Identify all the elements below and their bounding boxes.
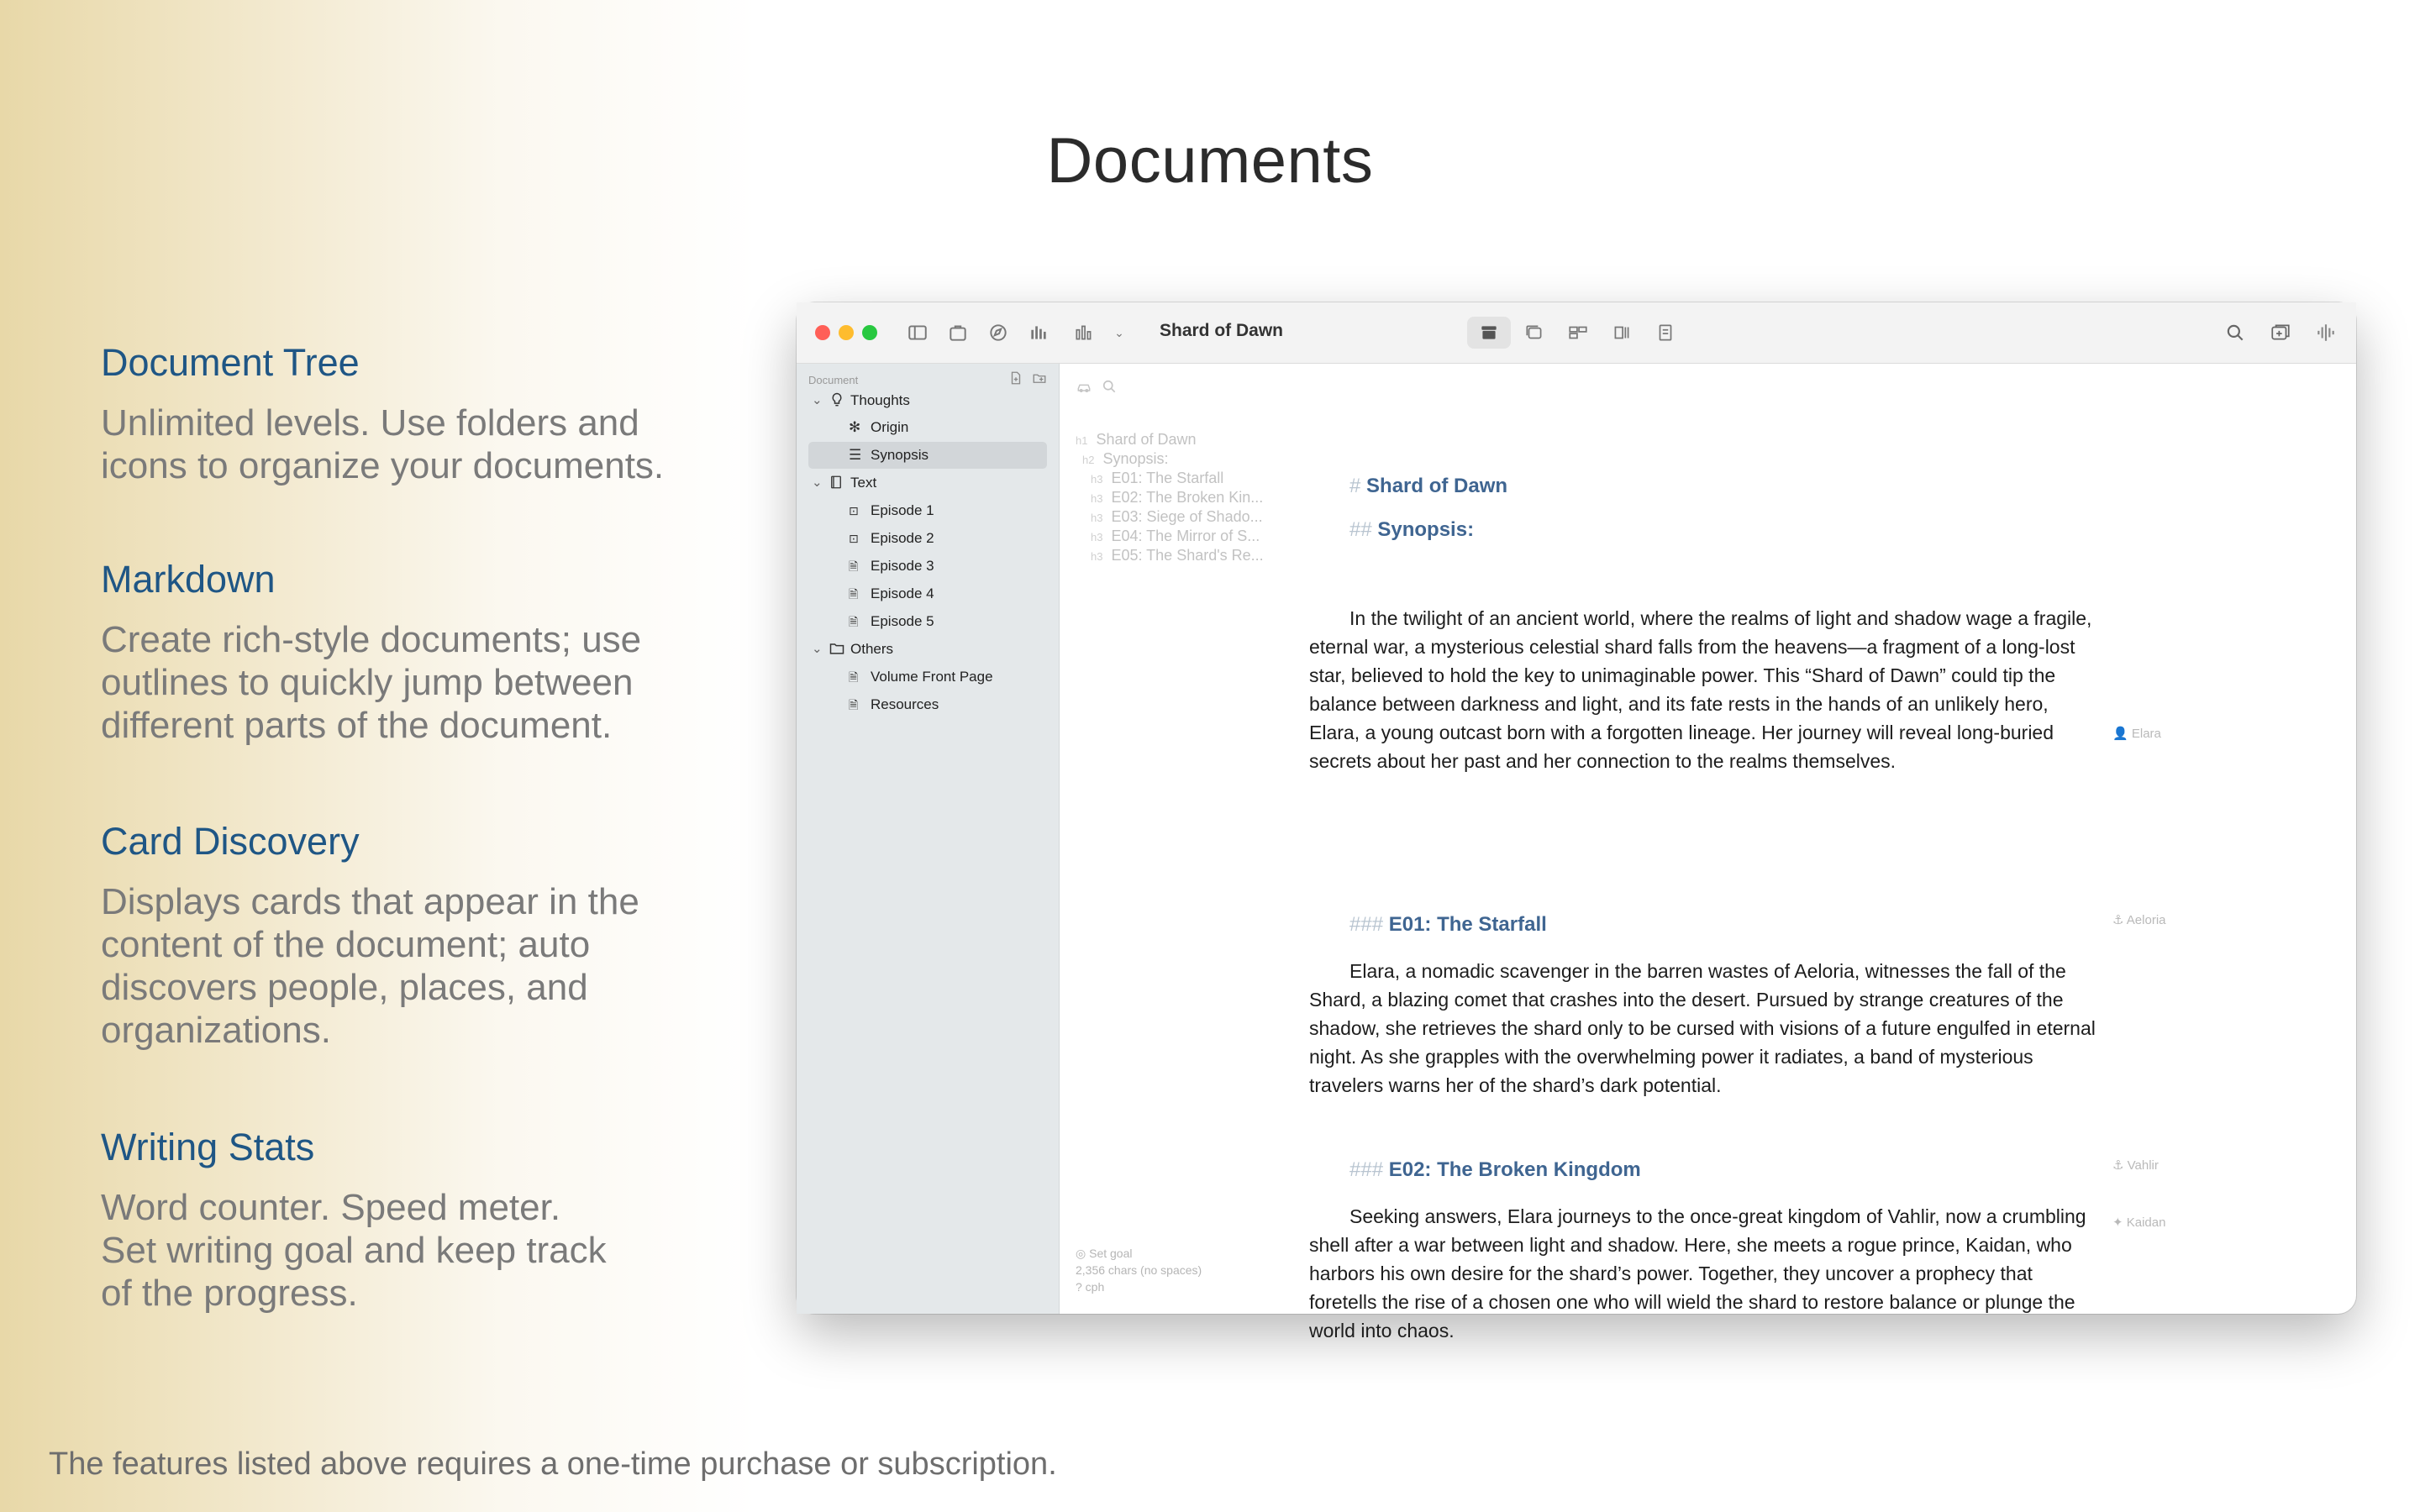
doc-icon: 🗎 [849,559,859,573]
feature-description: Word counter. Speed meter. Set writing goal and keep track of the progress. [101,1187,607,1314]
feature-markdown [101,558,739,747]
outline-item[interactable]: h3 E01: The Starfall [1091,470,1224,486]
boards-icon[interactable] [1565,319,1591,346]
car-icon[interactable] [1074,375,1094,396]
outline-item[interactable]: h3 E02: The Broken Kin... [1091,489,1264,506]
sidebar-icon[interactable] [904,319,931,346]
doc-icon: 🗎 [849,615,859,628]
feature-title: Markdown [101,558,276,601]
window-title: Shard of Dawn [1160,321,1284,340]
feature-document-tree [101,341,739,487]
sidebar-item-episode-2[interactable] [797,525,1059,552]
bag-icon[interactable] [944,319,971,346]
anchor-icon: ⚓ [2112,913,2124,927]
feature-title: Document Tree [101,341,360,384]
doc-icon: 🗎 [849,587,859,601]
lines-icon: ☰ [849,447,862,463]
sidebar-item-origin[interactable] [797,414,1059,441]
sidebar-item-label: Episode 3 [871,558,934,574]
card-tag-elara[interactable]: 👤 Elara [2112,727,2161,741]
waveform-icon[interactable] [2312,319,2339,346]
sidebar-item-label: Origin [871,419,909,435]
chevron-down-icon[interactable]: ⌄ [1114,326,1124,339]
anchor-icon: ⚓ [2112,1158,2124,1173]
char-count: 2,356 chars (no spaces) [1076,1263,1202,1277]
doc-icon: 🗎 [849,698,859,711]
add-window-icon[interactable] [2267,319,2294,346]
bar-chart-icon[interactable] [1025,319,1052,346]
feature-title: Writing Stats [101,1126,315,1168]
sidebar-item-label: Volume Front Page [871,669,993,685]
cards-icon[interactable] [1521,319,1548,346]
document-sidebar [797,364,1060,1314]
sidebar-item-label: Resources [871,696,939,712]
split-icon[interactable] [1608,319,1635,346]
outline-panel [1059,364,1302,1314]
person-icon: 👤 [2112,727,2128,741]
page-title: Documents [1046,125,1374,197]
book-icon [829,470,844,499]
outline-item[interactable]: h2 Synopsis: [1082,450,1169,467]
sidebar-header: Document [808,374,859,386]
set-goal-button[interactable]: ◎ Set goal [1076,1247,1133,1260]
sidebar-item-resources[interactable] [797,691,1059,718]
sidebar-item-episode-1[interactable] [797,497,1059,524]
sidebar-item-label: Episode 1 [871,502,934,518]
chevron-down-icon[interactable]: ⌄ [812,475,823,490]
chevron-down-icon[interactable]: ⌄ [812,393,823,407]
num2-icon: ⊡ [849,532,859,545]
titlebar [797,302,2356,364]
outline-search-icon[interactable] [1099,375,1119,396]
archive-icon[interactable] [1467,317,1511,349]
sparkle-icon: ✦ [2112,1215,2123,1230]
sidebar-item-synopsis[interactable] [797,442,1059,469]
heading-3: ### E02: The Broken Kingdom [1349,1158,1641,1181]
feature-title: Card Discovery [101,820,360,863]
sidebar-item-episode-5[interactable] [797,608,1059,635]
outline-item[interactable]: h3 E04: The Mirror of S... [1091,528,1260,544]
new-document-icon[interactable] [1007,370,1025,389]
sidebar-item-label: Thoughts [850,392,910,408]
heading-2: ## Synopsis: [1349,518,1475,541]
heading-1: # Shard of Dawn [1349,475,1508,497]
sidebar-item-label: Text [850,475,877,491]
folder-icon [829,636,845,666]
sidebar-item-label: Synopsis [871,447,929,463]
heading-3: ### E01: The Starfall [1349,913,1547,936]
sidebar-item-thoughts[interactable] [797,387,1059,414]
doc-icon: 🗎 [849,670,859,684]
feature-description: Create rich-style documents; use outlines to quickly jump between different parts of the document. [101,619,642,746]
sidebar-item-episode-3[interactable] [797,553,1059,580]
chart-outline-icon[interactable] [1071,319,1097,346]
paragraph: In the twilight of an ancient world, where the realms of light and shadow wage a fragile, eternal war, a mysterious celestial shard falls from the heavens—a fragment of a long-lost star, believed to hold the key to unimaginable power. This “Shard of Dawn” could tip the balance between darkness and light, and its fate rests in the hands of an unlikely hero, Elara, a young outcast born with a forgotten lineage. Her journey will reveal long-buried secrets about her past and her connection to the realms themselves. [1309,607,2092,772]
app-window [797,302,2356,1341]
card-tag-aeloria[interactable]: ⚓ Aeloria [2112,913,2166,927]
num1-icon: ⊡ [849,504,859,517]
card-tag-vahlir[interactable]: ⚓ Vahlir [2112,1158,2159,1173]
sparkle-icon: ✻ [849,419,861,435]
feature-writing-stats [101,1126,739,1315]
zoom-button[interactable] [862,325,877,340]
sidebar-item-others[interactable] [797,636,1059,663]
sidebar-item-label: Others [850,641,894,657]
sidebar-item-label: Episode 4 [871,585,934,601]
sidebar-item-label: Episode 2 [871,530,934,546]
search-icon[interactable] [2222,319,2249,346]
outline-item[interactable]: h3 E03: Siege of Shado... [1091,508,1263,525]
compass-icon[interactable] [985,319,1012,346]
card-tag-kaidan[interactable]: ✦ Kaidan [2112,1215,2166,1230]
editor[interactable] [1301,364,2356,1341]
bulb-icon [829,387,845,417]
close-button[interactable] [815,325,830,340]
sidebar-item-episode-4[interactable] [797,580,1059,607]
sidebar-item-label: Episode 5 [871,613,934,629]
feature-card-discovery [101,820,739,1052]
paragraph: Elara, a nomadic scavenger in the barren wastes of Aeloria, witnesses the fall of the Shard, a blazing comet that crashes into the desert. Pursued by strange creatures of the shadow, she retrieves the shard only to be cursed with visions of a future engulfed in eternal night. As she grapples with the overwhelming power it radiates, a band of mysterious travelers warns her of the shard’s dark potential. [1309,960,2096,1096]
outline-item[interactable]: h1 Shard of Dawn [1076,431,1197,448]
feature-description: Unlimited levels. Use folders and icons to organize your documents. [101,402,665,486]
page-icon[interactable] [1652,319,1679,346]
footnote: The features listed above requires a one-time purchase or subscription. [49,1446,1057,1482]
paragraph: Seeking answers, Elara journeys to the once-great kingdom of Vahlir, now a crumbling shell after a war between light and shadow. Here, she meets a rogue prince, Kaidan, who harbors his own desire for the shard’s power. Together, they uncover a prophecy that foretells the rise of a chosen one who will wield the shard to restore balance or plunge the world into chaos. [1309,1205,2086,1341]
sidebar-item-volume-front-page[interactable] [797,664,1059,690]
new-folder-icon[interactable] [1030,370,1049,389]
speed-meter: ? cph [1076,1280,1105,1294]
feature-description: Displays cards that appear in the content of the document; auto discovers people, places, and organizations. [101,881,639,1051]
chevron-down-icon[interactable]: ⌄ [812,642,823,656]
sidebar-item-text[interactable] [797,470,1059,496]
outline-item[interactable]: h3 E05: The Shard's Re... [1091,547,1264,564]
minimize-button[interactable] [839,325,854,340]
